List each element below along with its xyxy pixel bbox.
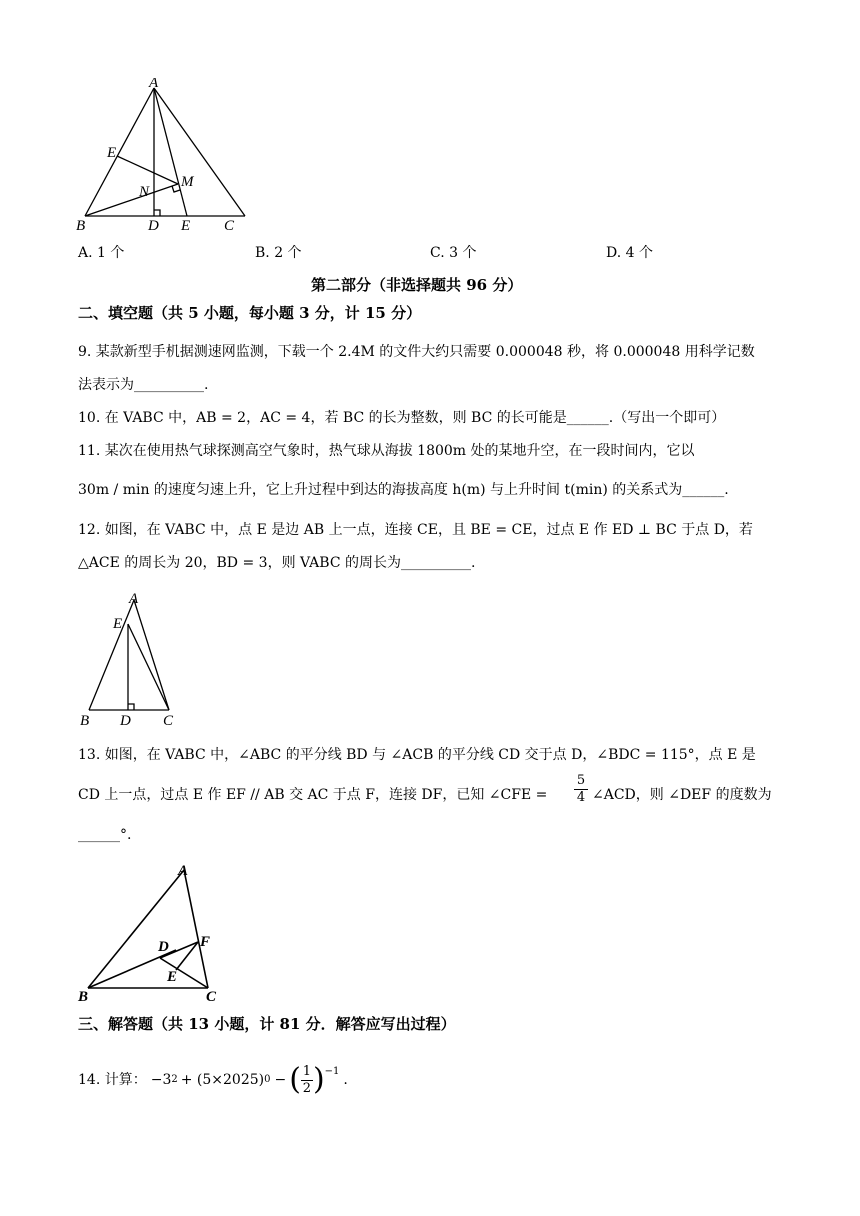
fig2-label-a: A: [129, 591, 139, 607]
q14-exp3: −1: [324, 1066, 340, 1077]
fig1-label-c: C: [224, 218, 235, 234]
fig1-line-ae: [154, 88, 187, 216]
q14-exp2: 0: [264, 1074, 271, 1085]
q12-line2: △ACE 的周长为 20，BD = 3，则 VABC 的周长为__________.: [78, 555, 476, 571]
q14-prefix: 14. 计算：: [78, 1072, 147, 1088]
q14-term1: −3: [150, 1072, 172, 1088]
fig1-right-angle-m: [172, 186, 180, 192]
fig3-label-b: B: [78, 989, 89, 1005]
q14-term2: + (5×2025): [180, 1072, 265, 1088]
fig2-right-angle-d: [128, 704, 134, 710]
q13-line2-before-fraction: CD 上一点，过点 E 作 EF // AB 交 AC 于点 F，连接 DF，已知 ∠CFE =: [78, 787, 548, 803]
figure-q8-triangle: [70, 78, 260, 238]
q14-expression: [78, 1060, 348, 1100]
fig3-label-a: A: [178, 863, 189, 879]
q13-line2-after-fraction: ∠ACD，则 ∠DEF 的度数为: [592, 787, 772, 803]
option-d: D. 4 个: [606, 245, 653, 261]
option-b: B. 2 个: [255, 245, 302, 261]
fig3-label-f: F: [200, 934, 211, 950]
fig3-label-d: D: [158, 939, 169, 955]
q14-end: .: [343, 1072, 348, 1088]
q13-fraction-denominator: 4: [576, 790, 586, 805]
q11-line1: 11. 某次在使用热气球探测高空气象时，热气球从海拔 1800m 处的某地升空，在一段时间内，它以: [78, 443, 695, 459]
q14-exp1: 2: [171, 1074, 178, 1085]
q9-line1: 9. 某款新型手机据测速网监测，下载一个 2.4M 的文件大约只需要 0.000048 秒，将 0.000048 用科学记数: [78, 344, 755, 360]
figure-q12-triangle: [72, 588, 192, 730]
fig2-label-d: D: [120, 713, 131, 729]
figure-q13-triangle: [72, 858, 232, 1006]
fig2-label-b: B: [80, 713, 90, 729]
fig1-label-a: A: [149, 78, 159, 91]
fig1-right-angle-d: [154, 210, 160, 216]
fig2-side-ac: [134, 600, 169, 710]
q13-line1: 13. 如图，在 VABC 中，∠ABC 的平分线 BD 与 ∠ACB 的平分线 CD 交于点 D，∠BDC = 115°，点 E 是: [78, 747, 756, 763]
fig2-label-c: C: [163, 713, 174, 729]
q14-paren-right: ): [312, 1062, 325, 1097]
section2-title: 二、填空题（共 5 小题，每小题 3 分，计 15 分）: [78, 304, 422, 322]
option-a: A. 1 个: [78, 245, 125, 261]
fig1-line-em: [117, 156, 178, 184]
q14-minus: −: [274, 1072, 287, 1088]
fig1-label-n: N: [139, 184, 150, 200]
q12-line1: 12. 如图，在 VABC 中，点 E 是边 AB 上一点，连接 CE，且 BE = CE，过点 E 作 ED ⊥ BC 于点 D，若: [78, 522, 753, 538]
fig3-label-c: C: [206, 989, 217, 1005]
q11-line2: 30m / min 的速度匀速上升，它上升过程中到达的海拔高度 h(m) 与上升时间 t(min) 的关系式为______.: [78, 482, 729, 498]
q14-fraction-numerator: 1: [302, 1063, 312, 1079]
q14-fraction: [301, 1064, 313, 1097]
fig1-label-e-bottom: E: [181, 218, 191, 234]
q13-line3: ______°.: [78, 827, 132, 843]
fig1-label-d: D: [148, 218, 159, 234]
fig2-segment-ec: [128, 624, 169, 710]
fig3-bisector-bd: [88, 950, 176, 988]
fig2-label-e: E: [113, 616, 123, 632]
fig2-side-ab: [89, 600, 134, 710]
fig1-side-ac: [154, 88, 245, 216]
fig1-label-e-left: E: [107, 145, 117, 161]
q14-fraction-denominator: 2: [302, 1080, 312, 1096]
q9-line2: 法表示为__________.: [78, 377, 209, 393]
fig1-label-b: B: [76, 218, 86, 234]
fig3-label-e: E: [167, 969, 178, 985]
q13-fraction-numerator: 5: [574, 773, 588, 790]
part2-title: 第二部分（非选择题共 96 分）: [311, 276, 523, 294]
section3-title: 三、解答题（共 13 小题，计 81 分．解答应写出过程）: [78, 1015, 456, 1033]
q10-text: 10. 在 VABC 中，AB = 2，AC = 4，若 BC 的长为整数，则 BC 的长可能是______.（写出一个即可）: [78, 410, 726, 426]
q14-paren-left: (: [289, 1062, 301, 1097]
fig1-label-m: M: [181, 174, 194, 190]
q13-fraction: [574, 773, 588, 806]
fig3-side-ac: [184, 870, 211, 988]
option-c: C. 3 个: [430, 245, 477, 261]
